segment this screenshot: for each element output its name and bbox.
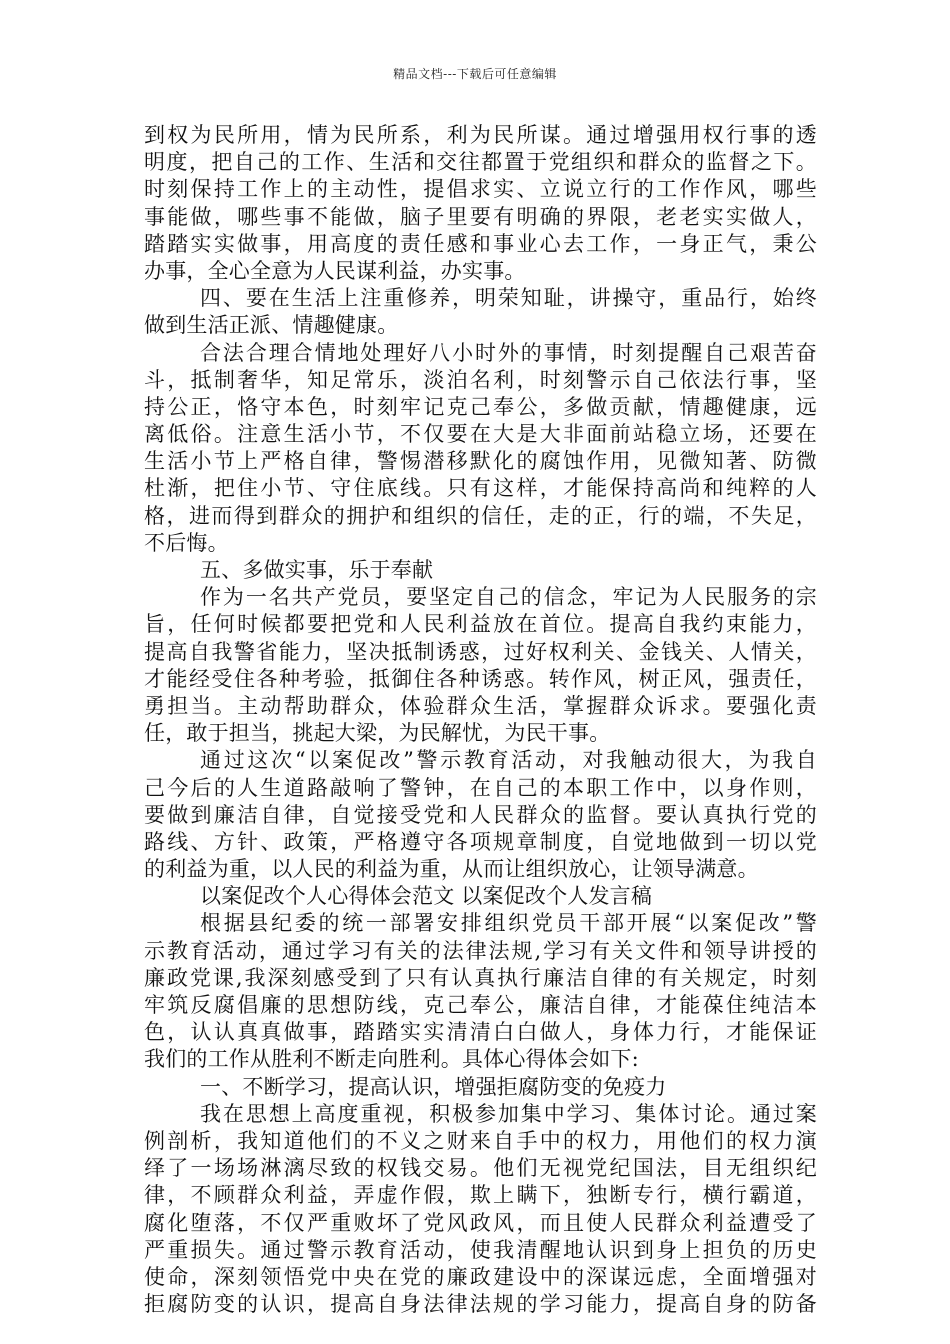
text-line: 作为一名共产党员，要坚定自己的信念，牢记为人民服务的宗 — [200, 585, 817, 610]
text-line: 廉政党课,我深刻感受到了只有认真执行廉洁自律的有关规定，时刻 — [144, 965, 817, 990]
text-line: 不后悔。 — [144, 530, 229, 555]
text-line: 杜渐，把住小节、守住底线。只有这样，才能保持高尚和纯粹的人 — [144, 476, 817, 501]
text-line: 踏踏实实做事，用高度的责任感和事业心去工作，一身正气，秉公 — [144, 231, 817, 256]
text-line: 旨，任何时候都要把党和人民利益放在首位。提高自我约束能力， — [144, 612, 817, 637]
page-header: 精品文档---下载后可任意编辑 — [393, 67, 557, 81]
text-line: 示教育活动，通过学习有关的法律法规,学习有关文件和领导讲授的 — [144, 938, 817, 963]
text-line: 路线、方针、政策，严格遵守各项规章制度，自觉地做到一切以党 — [144, 829, 817, 854]
text-line: 斗，抵制奢华，知足常乐，淡泊名利，时刻警示自己依法行事，坚 — [144, 367, 817, 392]
text-line: 腐化堕落，不仅严重败坏了党风政风，而且使人民群众利益遭受了 — [144, 1210, 817, 1235]
text-line: 持公正，恪守本色，时刻牢记克己奉公，多做贡献，情趣健康，远 — [144, 394, 817, 419]
text-line: 要做到廉洁自律，自觉接受党和人民群众的监督。要认真执行党的 — [144, 802, 817, 827]
text-line: 己今后的人生道路敲响了警钟，在自己的本职工作中，以身作则， — [144, 775, 817, 800]
document-body — [144, 122, 817, 1318]
text-line: 拒腐防变的认识，提高自身法律法规的学习能力，提高自身的防备 — [144, 1292, 817, 1317]
text-line: 做到生活正派、情趣健康。 — [144, 313, 399, 338]
text-line: 才能经受住各种考验，抵御住各种诱惑。转作风，树正风，强责任， — [144, 666, 817, 691]
text-line: 以案促改个人心得体会范文 以案促改个人发言稿 — [200, 884, 653, 909]
text-line: 任，敢于担当，挑起大梁，为民解忧，为民干事。 — [144, 721, 611, 746]
text-line: 离低俗。注意生活小节，不仅要在大是大非面前站稳立场，还要在 — [144, 422, 817, 447]
text-line: 合法合理合情地处理好八小时外的事情，时刻提醒自己艰苦奋 — [200, 340, 817, 365]
text-line: 我们的工作从胜利不断走向胜利。具体心得体会如下: — [144, 1047, 639, 1072]
text-line: 勇担当。主动帮助群众，体验群众生活，掌握群众诉求。要强化责 — [144, 693, 817, 718]
text-line: 我在思想上高度重视，积极参加集中学习、集体讨论。通过案 — [200, 1101, 817, 1126]
text-line: 严重损失。通过警示教育活动，使我清醒地认识到身上担负的历史 — [144, 1237, 817, 1262]
text-line: 时刻保持工作上的主动性，提倡求实、立说立行的工作作风，哪些 — [144, 177, 817, 202]
text-line: 事能做，哪些事不能做，脑子里要有明确的界限，老老实实做人， — [144, 204, 817, 229]
text-line: 五、多做实事，乐于奉献 — [200, 558, 434, 582]
text-line: 例剖析，我知道他们的不义之财来自手中的权力，用他们的权力演 — [144, 1128, 817, 1153]
text-line: 绎了一场场淋漓尽致的权钱交易。他们无视党纪国法，目无组织纪 — [144, 1156, 817, 1181]
text-line: 提高自我警省能力，坚决抵制诱惑，过好权利关、金钱关、人情关， — [144, 639, 817, 664]
text-line: 生活小节上严格自律，警惕潜移默化的腐蚀作用，见微知著、防微 — [144, 449, 817, 474]
text-line: 的利益为重，以人民的利益为重，从而让组织放心，让领导满意。 — [144, 857, 759, 882]
text-line: 格，进而得到群众的拥护和组织的信任，走的正，行的端，不失足， — [144, 503, 817, 528]
text-line: 到权为民所用，情为民所系，利为民所谋。通过增强用权行事的透 — [144, 123, 817, 147]
text-line: 根据县纪委的统一部署安排组织党员干部开展“以案促改”警 — [200, 911, 817, 936]
text-line: 四、要在生活上注重修养，明荣知耻，讲操守，重品行，始终 — [200, 286, 817, 311]
text-line: 办事，全心全意为人民谋利益，办实事。 — [144, 258, 526, 283]
text-line: 使命，深刻领悟党中央在党的廉政建设中的深谋远虑，全面增强对 — [144, 1264, 817, 1289]
text-line: 一、不断学习，提高认识，增强拒腐防变的免疫力 — [200, 1074, 667, 1099]
text-line: 色，认认真真做事，踏踏实实清清白白做人，身体力行，才能保证 — [144, 1020, 817, 1045]
text-line: 明度，把自己的工作、生活和交往都置于党组织和群众的监督之下。 — [144, 150, 817, 175]
text-line: 牢筑反腐倡廉的思想防线，克己奉公，廉洁自律，才能葆住纯洁本 — [144, 993, 817, 1017]
text-line: 通过这次“以案促改”警示教育活动，对我触动很大，为我自 — [200, 748, 817, 773]
text-line: 律，不顾群众利益，弄虚作假，欺上瞒下，独断专行，横行霸道， — [144, 1183, 817, 1208]
